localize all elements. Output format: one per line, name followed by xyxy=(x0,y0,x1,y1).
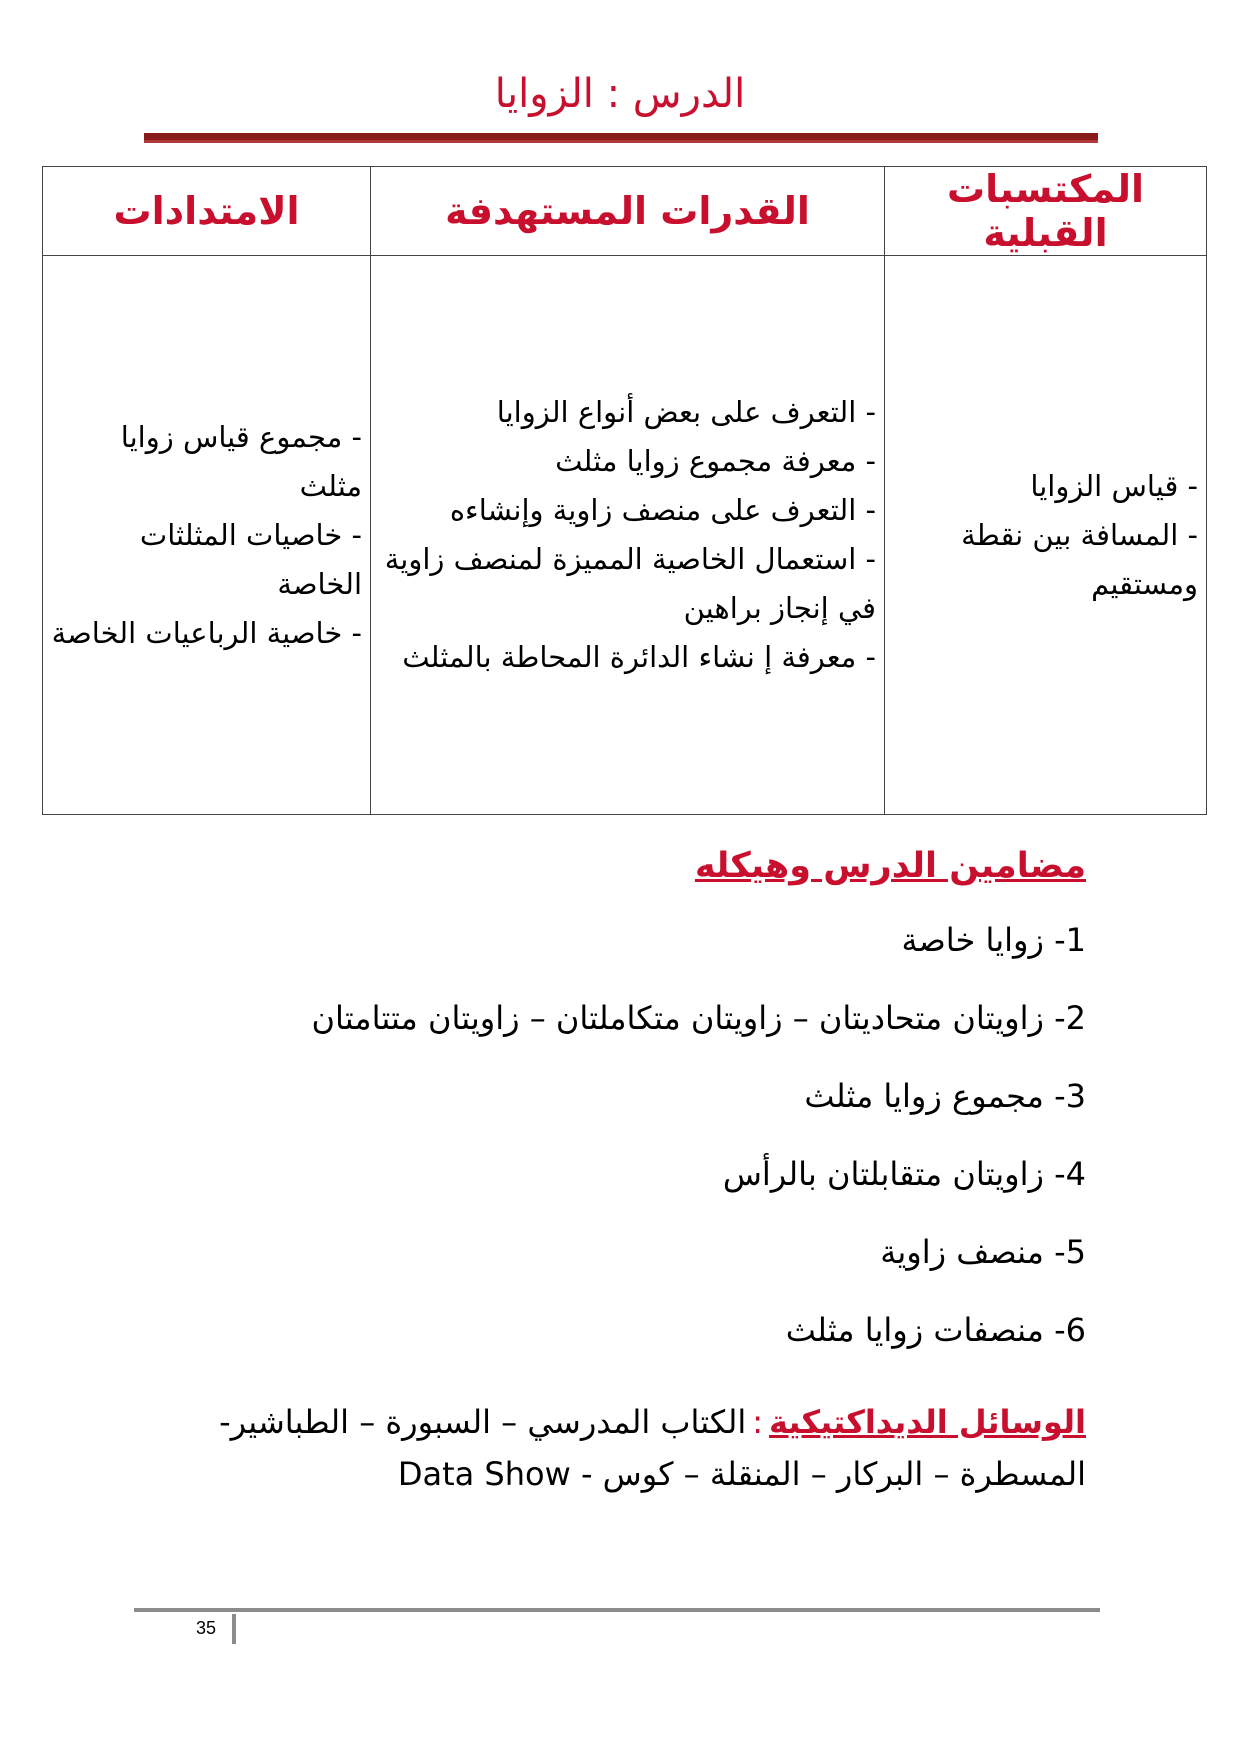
list-item: - قياس الزوايا xyxy=(1030,468,1198,503)
list-item: - المسافة بين نقطة ومستقيم xyxy=(961,517,1198,601)
header-prerequisites: المكتسبات القبلية xyxy=(885,167,1207,256)
list-item: - التعرف على منصف زاوية وإنشاءه xyxy=(449,493,876,527)
contents-list xyxy=(126,920,1086,1388)
footer-divider xyxy=(134,1608,1100,1612)
header-extensions: الامتدادات xyxy=(43,167,371,256)
table-header-row xyxy=(43,167,1207,256)
list-item: - معرفة مجموع زوايا مثلث xyxy=(555,444,876,478)
list-item: 3- مجموع زوايا مثلث xyxy=(804,1077,1086,1115)
list-item: - التعرف على بعض أنواع الزوايا xyxy=(496,395,876,429)
teaching-tools xyxy=(126,1396,1086,1500)
lesson-table xyxy=(42,166,1207,815)
list-item: 4- زاويتان متقابلتان بالرأس xyxy=(722,1155,1086,1193)
list-item: - استعمال الخاصية المميزة لمنصف زاوية في إنجاز براهين xyxy=(384,542,876,625)
list-item: 6- منصفات زوايا مثلث xyxy=(785,1311,1086,1349)
header-targeted-abilities: القدرات المستهدفة xyxy=(371,167,885,256)
list-item: 2- زاويتان متحاديتان – زاويتان متكاملتان – زاويتان متتامتان xyxy=(311,999,1086,1037)
page-number: 35 xyxy=(196,1618,217,1638)
list-item: - معرفة إ نشاء الدائرة المحاطة بالمثلث xyxy=(402,640,876,674)
tools-list-1: الكتاب المدرسي – السبورة – الطباشير- xyxy=(219,1403,747,1441)
prerequisites-cell xyxy=(885,256,1207,815)
list-item: 5- منصف زاوية xyxy=(880,1233,1086,1271)
table-content-row xyxy=(43,256,1207,815)
list-item: - مجموع قياس زوايا مثلث xyxy=(120,419,362,503)
targeted-abilities-cell xyxy=(371,256,885,815)
tools-line-2: المسطرة – البركار – المنقلة – كوس - Data Show xyxy=(397,1455,1086,1493)
tools-label: الوسائل الديداكتيكية xyxy=(769,1403,1086,1441)
list-item: - خاصية الرباعيات الخاصة xyxy=(51,615,362,650)
page-number-divider xyxy=(232,1614,236,1644)
tools-colon: : xyxy=(752,1403,763,1441)
extensions-cell xyxy=(43,256,371,815)
title-divider xyxy=(144,133,1098,143)
list-item: - خاصيات المثلثات الخاصة xyxy=(139,517,362,601)
contents-heading: مضامين الدرس وهيكله xyxy=(694,846,1086,886)
list-item: 1- زوايا خاصة xyxy=(901,921,1086,959)
page-title: الدرس : الزوايا xyxy=(494,71,746,117)
tools-line-1 xyxy=(126,1396,1086,1448)
